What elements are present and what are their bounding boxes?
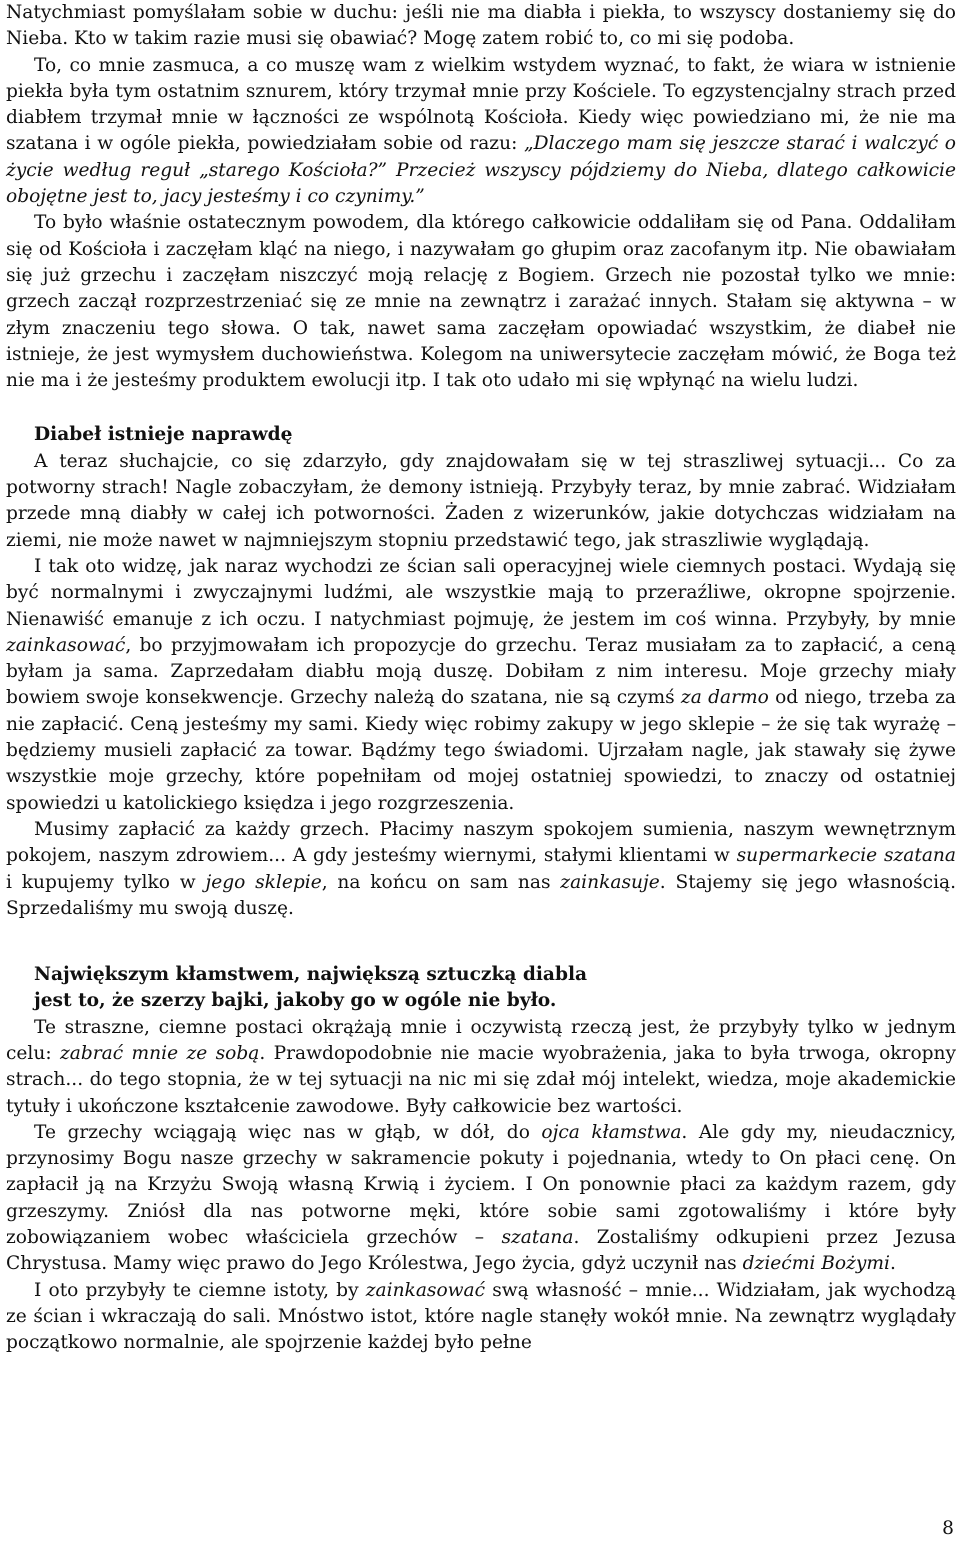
text-run: Te grzechy wciągają więc nas w głąb, w dół, do [34,1121,542,1143]
paragraph [6,1278,956,1357]
heading-line: jest to, że szerzy bajki, jakoby go w ogóle nie było. [34,990,557,1012]
page-number: 8 [942,1518,954,1539]
text-run: Natychmiast pomyślałam sobie w duchu: jeśli nie ma diabła i piekła, to wszyscy dostaniemy się do Nieba. Kto w takim razie musi się obawiać? Mogę zatem robić to, co mi się podoba. [6,2,956,50]
text-run: Musimy zapłacić za każdy grzech. Płacimy naszym spokojem sumienia, naszym wewnętrznym pokojem, naszym zdrowiem... A gdy jesteśmy wiernymi, stałymi klientami w [6,818,956,867]
text-run: . Stajemy się jego własnością. Sprzedaliśmy mu swoją duszę. [6,871,957,919]
text-run: , na końcu on sam nas [321,871,561,893]
italic-text: dziećmi Bożymi [742,1253,890,1275]
italic-text: zabrać mnie ze sobą [59,1042,260,1064]
paragraph [6,449,956,554]
text-run: . Zostaliśmy odkupieni przez Jezusa Chrystusa. Mamy więc prawo do Jego Królestwa, Jego życia, gdyż uczynił nas [6,1227,956,1275]
text-run: To, co mnie zasmuca, a co muszę wam z wielkim wstydem wyznać, to fakt, że wiara w istnienie piekła była tym ostatnim sznurem, który trzymał mnie przy Kościele. To egzystencjalny strach przed diabłem trzymał mnie w łączności ze wspólnotą Kościoła. Kiedy więc powiedziano mi, że nie ma szatana i w ogóle piekła, powiedziałam sobie od razu: [6,54,956,155]
text-run: od niego, trzeba za nie zapłacić. Ceną jesteśmy my sami. Kiedy więc robimy zakupy w jego sklepie – że się tak wyrażę – będziemy musieli zapłacić za towar. Bądźmy tego świadomi. Ujrzałam nagle, jak stawały się żywe wszystkie moje grzechy, które popełniłam od mojej ostatniej spowiedzi, to znaczy od ostatniej spowiedzi u katolickiego księdza i jego rozgrzeszenia. [6,687,956,814]
text-run: swą własność – mnie... Widziałam, jak wychodzą ze ścian i wkraczają do sali. Mnóstwo istot, które nagle stanęły wokół mnie. Na zewnątrz wyglądały początkowo normalnie, ale spojrzenie każdej było pełne [6,1279,956,1354]
section-heading [6,422,956,448]
text-run: I oto przybyły te ciemne istoty, by [34,1279,366,1301]
italic-text: za darmo [680,687,769,709]
paragraph [6,210,956,394]
text-run: To było właśnie ostatecznym powodem, dla którego całkowicie oddaliłam się od Pana. Oddaliłam się od Kościoła i zaczęłam kląć na niego, i nazywałam go głupim oraz zacofanym itp. Nie obawiałam się już grzechu i zaczęłam niszczyć moją relację z Bogiem. Grzech nie pozostał tylko we mnie: grzech zaczął rozprzestrzeniać się ze mnie na zewnątrz i zarażać innych. Stałam się aktywna – w złym znaczeniu tego słowa. O tak, nawet sama zaczęłam opowiadać wszystkim, że diabeł nie istnieje, że jest wymysłem duchowieństwa. Kolegom na uniwersytecie zaczęłam mówić, że Boga też nie ma i że jesteśmy produktem ewolucji itp. I tak oto udało mi się wpłynąć na wielu ludzi. [6,212,956,392]
text-run: Te straszne, ciemne postaci okrążają mnie i oczywistą rzeczą jest, że przybyły tylko w jednym celu: [6,1016,956,1064]
italic-text: zainkasować [365,1279,486,1301]
paragraph [6,1120,956,1278]
paragraph [6,554,956,817]
paragraph [6,53,956,211]
paragraph [6,0,956,53]
heading-line: Diabeł istnieje naprawdę [34,424,293,446]
italic-text: „Dlaczego mam się jeszcze starać i walczyć o życie według reguł „starego Kościoła?” Przecież wszyscy pójdziemy do Nieba, dlatego całkowicie obojętne jest to, jacy jesteśmy i co czynimy.” [6,133,956,208]
text-run: A teraz słuchajcie, co się zdarzyło, gdy znajdowałam się w tej straszliwej sytuacji... Co za potworny strach! Nagle zobaczyłam, że demony istnieją. Przybyły teraz, by mnie zabrać. Widziałam przede mną diabły w całej ich potworności. Żaden z wizerunków, jakie dotychczas widziałam na ziemi, nie może nawet w najmniejszym stopniu przedstawić tego, jak straszliwie wyglądają. [6,450,956,551]
italic-text: zainkasować [6,634,126,656]
text-run: I tak oto widzę, jak naraz wychodzi ze ścian sali operacyjnej wiele ciemnych postaci. Wydają się być normalnymi i zwyczajnymi ludźmi, ale wszystkie mają to przeraźliwe, okropne spojrzenie. Nienawiść emanuje z ich oczu. I natychmiast pojmuję, że jestem im coś winna. Przybyły, by mnie [6,555,956,630]
section-spacer [6,394,956,422]
italic-text: ojca kłamstwa [541,1121,682,1143]
document-page [6,0,956,1357]
text-run: . [889,1253,896,1275]
italic-text: jego sklepie [205,871,322,893]
paragraph [6,817,956,922]
text-run: , bo przyjmowałam ich propozycje do grzechu. Teraz musiałam za to zapłacić, a ceną byłam ja sama. Zaprzedałam diabłu moją duszę. Dobiłam z nim interesu. Moje grzechy miały bowiem swoje konsekwencje. Grzechy należą do szatana, nie są czymś [6,634,956,709]
heading-line: Największym kłamstwem, największą sztuczką diabla [34,964,588,986]
italic-text: zainkasuje [560,871,660,893]
text-run: . Ale gdy my, nieudacznicy, przynosimy Bogu nasze grzechy w sakramencie pokuty i pojednania, wtedy to On płaci cenę. On zapłacił ją na Krzyżu Swoją własną Krwią i życiem. I On ponownie płaci za każdym razem, gdy grzeszymy. Zniósł dla nas potworne męki, które sobie sami zgotowaliśmy i które były zobowiązaniem wobec właściciela grzechów – [6,1121,956,1249]
section-heading [6,962,956,1015]
italic-text: supermarkecie szatana [736,845,956,867]
italic-text: szatana [501,1227,574,1249]
text-run: i kupujemy tylko w [6,871,206,893]
section-spacer [6,922,956,962]
text-run: . Prawdopodobnie nie macie wyobrażenia, jaka to była trwoga, okropny strach... do tego stopnia, że w tej sytuacji na nic mi się zdał mój intelekt, wiedza, moje akademickie tytuły i ukończone kształcenie zawodowe. Były całkowicie bez wartości. [6,1042,957,1117]
paragraph [6,1015,956,1120]
